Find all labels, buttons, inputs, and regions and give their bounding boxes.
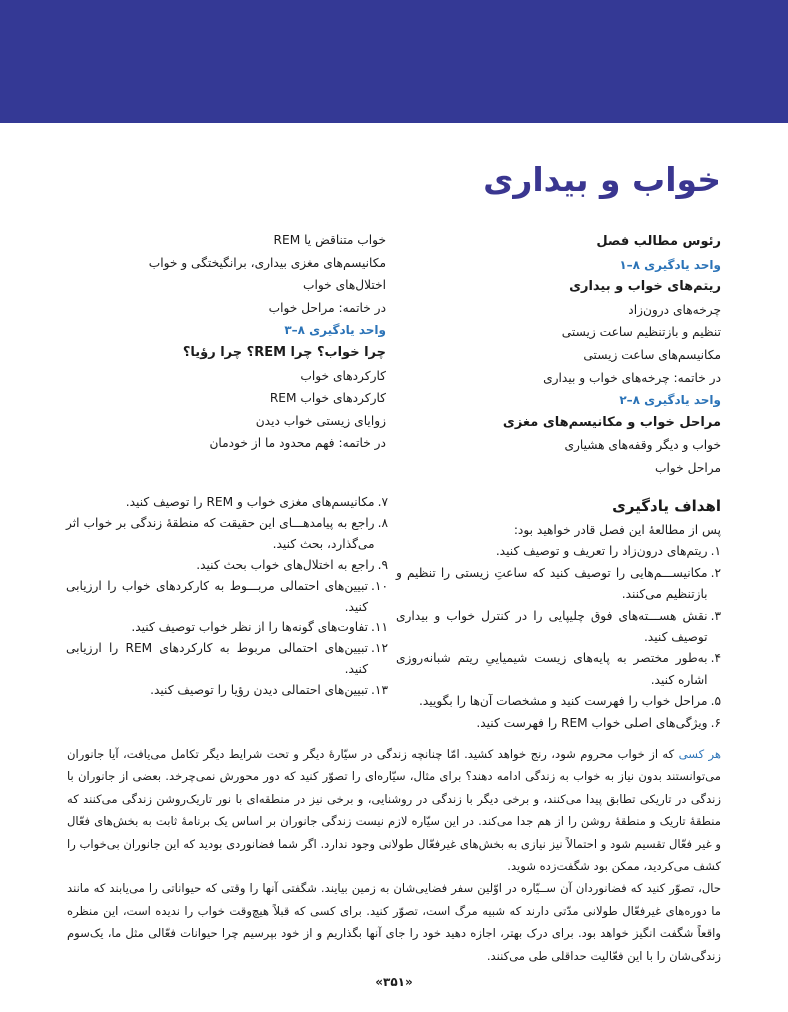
objective-item [66,513,388,555]
unit-label: واحد یادگیری ۸–۳ [284,323,386,338]
chapter-intro-text [67,743,721,967]
outline-item: خواب و دیگر وقفه‌های هشیاری [564,438,721,453]
objective-number: ۱۰. [371,578,388,593]
objective-item [396,606,721,649]
objective-text: تفاوت‌های گونه‌ها را از نظر خواب توصیف کنید. [131,620,369,635]
objectives-list [66,492,388,701]
outline-item: در خاتمه: فهم محدود ما از خودمان [209,436,386,451]
objective-text: راجع به پیامدهـــای این حقیقت که منطقهٔ زندگی بر خواب اثر می‌گذارد، بحث کنید. [66,515,375,551]
objective-text: مکانیسم‌های مغزی خواب و REM را توصیف کنید. [125,495,375,509]
objective-text: مکانیســـم‌هایی را توصیف کنید که ساعتِ زیستی را تنظیم و بازتنظیم می‌کنند. [396,565,708,602]
objective-item [396,691,721,712]
objective-text: تبیین‌های احتمالی مربـــوط به کارکردهای خواب را ارزیابی کنید. [66,578,369,614]
objective-text: مراحل خواب را فهرست کنید و مشخصات آن‌ها را بگویید. [419,694,708,709]
objective-item [66,555,388,576]
outline-item: مراحل خواب [655,460,721,475]
outline-item: زوایای زیستی خواب دیدن [255,413,386,428]
objective-item [396,648,721,691]
paragraph-text: که از خواب محروم شود، رنج خواهد کشید. امّا چنانچه زندگی در سیّارهٔ دیگر و تحت شرایط دیگر تکامل می‌یافت، آیا جانوران می‌توانستند بدون نیاز به خواب به زندگی ادامه دهند؟ برای مثال، سیّاره‌ای را تصوّر کنید که دور محورش نمی‌چرخد. بعضی از جانوران با زندگی در تاریکی تطابق پیدا می‌کنند، و برخی دیگر با زندگی در روشنایی، و برخی نیز در منطقه‌ای با نور تاریک‌روشن زندگی می‌کنند که منطقهٔ تاریک و منطقهٔ روشن را از هم جدا می‌کند. در این سیّاره لازم نیست زندگی جانوران بر اساس یک برنامهٔ ثابت به بخش‌های فعّال و غیر فعّال تقسیم شود و احتمالاً نیز نیازی به بخش‌های غیرفعّال طولانی وجود ندارد. اگر شما فضانوردی بودید که این جانوران بی‌خواب را کشف می‌کردید، ممکن بود شگفت‌زده شوید. [67,747,721,874]
outline-item: کارکردهای خواب REM [269,391,386,406]
outline-item: در خاتمه: مراحل خواب [268,300,386,315]
outline-item: کارکردهای خواب [300,368,386,383]
objective-number: ۱. [710,544,721,559]
intro-paragraph [67,877,721,967]
outline-item: خواب متناقض یا REM [273,233,386,247]
objective-text: تبیین‌های احتمالی مربوط به کارکردهای REM را ارزیابی کنید. [66,641,369,677]
chapter-outline-right [421,231,721,480]
learning-objectives-right [396,492,721,734]
objective-item [66,680,388,701]
learning-objectives-left [66,492,388,701]
objective-number: ۲. [710,565,721,580]
paragraph-text: حال، تصوّر کنید که فضانوردان آن ســیّاره در اوّلین سفر فضایی‌شان به زمین بیایند. شگفتی آنها را وقتی که حیواناتی را می‌یابند که مانند ما دوره‌های غیرفعّال طولانی مدّتی دارند که شبیه مرگ است، تصوّر کنید. برای کسی که قبلاً هیچ‌وقت خواب را ندیده است، این منظره واقعاً شگفت انگیز خواهد بود. برای درک بهتر، اجازه دهید خود را جای آنها بگذاریم و از خود بپرسیم چرا حیوانات فعّالی مثل ما، یک‌سوم زندگی‌شان را با این فعّالیت حداقلی طی می‌کنند. [67,881,721,963]
outline-item: اختلال‌های خواب [303,278,386,293]
header-band [0,0,788,123]
objective-number: ۹. [377,557,388,572]
objectives-list [396,541,721,734]
outline-item: مکانیسم‌های مغزی بیداری، برانگیختگی و خواب [148,255,386,270]
objective-number: ۴. [710,651,721,666]
unit-title: مراحل خواب و مکانیسم‌های مغزی [502,414,721,430]
objective-item [396,713,721,734]
objective-number: ۱۱. [371,620,388,635]
outline-item: تنظیم و بازتنظیم ساعت زیستی [561,325,721,340]
objective-number: ۱۲. [371,641,388,656]
outline-heading: رئوس مطالب فصل [596,234,721,249]
objective-item [66,576,388,618]
objective-text: تبیین‌های احتمالی دیدن رؤیا را توصیف کنید. [150,683,369,698]
objective-number: ۱۳. [371,683,388,698]
objective-number: ۵. [710,694,721,709]
objectives-intro: پس از مطالعهٔ این فصل قادر خواهید بود: [513,523,721,537]
objective-item [396,563,721,606]
objective-text: راجع به اختلال‌های خواب بحث کنید. [196,557,375,572]
objective-number: ۳. [710,608,721,623]
outline-item: در خاتمه: چرخه‌های خواب و بیداری [543,370,721,385]
outline-item: مکانیسم‌های ساعت زیستی [583,347,721,362]
objective-item [396,541,721,562]
objective-number: ۸. [377,515,388,530]
objective-item [66,638,388,680]
objective-text: به‌طور مختصر به پایه‌های زیست شیمیاییِ ریتم شبانه‌روزی اشاره کنید. [396,651,708,687]
intro-paragraph [67,743,721,877]
unit-title: ریتم‌های خواب و بیداری [569,279,721,295]
lead-in-words: هر کسی [678,747,721,761]
outline-item: چرخه‌های درون‌زاد [628,302,721,317]
chapter-outline-left [66,229,386,455]
unit-label: واحد یادگیری ۸–۱ [619,257,721,272]
page-number: «۳۵۱» [375,975,413,989]
chapter-title: خواب و بیداری [483,160,721,199]
objective-text: ویژگی‌های اصلی خواب REM را فهرست کنید. [476,715,708,730]
objective-text: نقش هســـته‌های فوق چلیپایی را در کنترل خواب و بیداری توصیف کنید. [396,608,708,645]
objectives-heading: اهداف یادگیری [612,497,721,515]
unit-label: واحد یادگیری ۸–۲ [619,393,721,408]
objective-item [66,617,388,638]
unit-title: چرا خواب؟ چرا REM؟ چرا رؤیا؟ [182,344,386,360]
objective-number: ۶. [710,715,721,730]
objective-item [66,492,388,513]
objective-number: ۷. [377,495,388,509]
objective-text: ریتم‌های درون‌زاد را تعریف و توصیف کنید. [495,544,708,559]
